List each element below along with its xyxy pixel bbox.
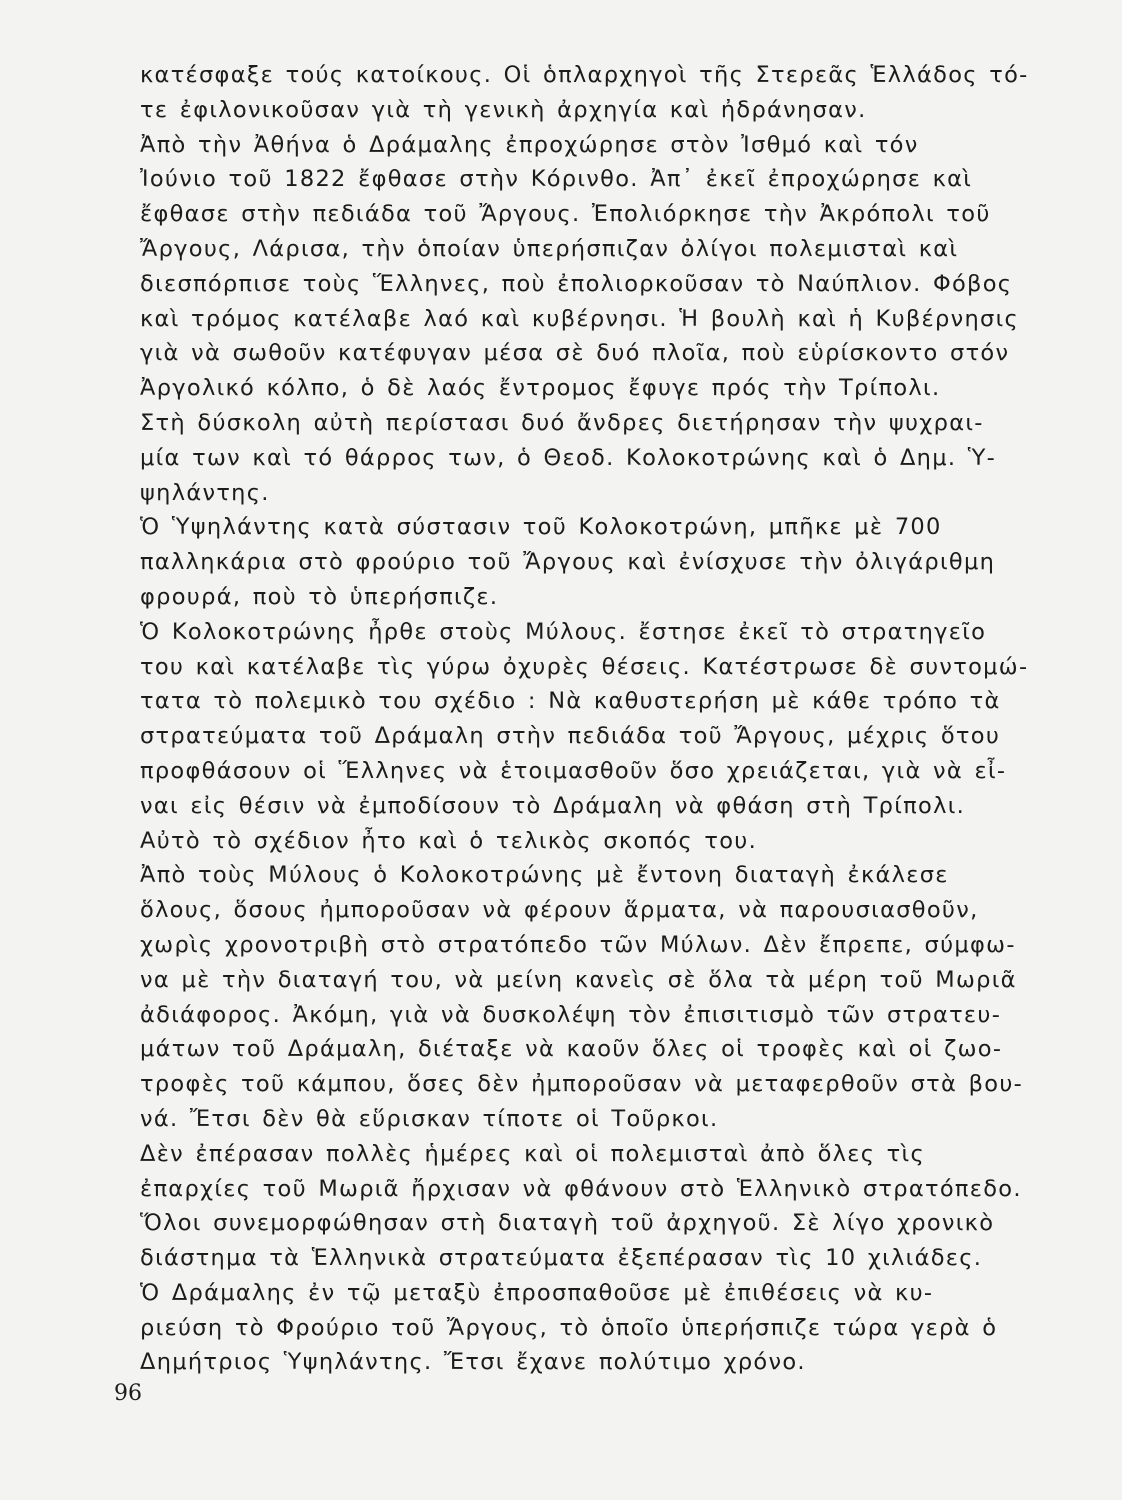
text-line: τε ἐφιλονικοῦσαν γιὰ τὴ γενικὴ ἀρχηγία καὶ ἠδράνησαν. <box>140 96 867 123</box>
text-line: Ἀπὸ τοὺς Μύλους ὁ Κολοκοτρώνης μὲ ἔντονη διαταγὴ ἐκάλεσε <box>140 862 949 889</box>
text-line: τροφὲς τοῦ κάμπου, ὅσες δὲν ἠμποροῦσαν νὰ μεταφερθοῦν στὰ βου- <box>140 1071 1024 1098</box>
text-line: του καὶ κατέλαβε τὶς γύρω ὀχυρὲς θέσεις. Κατέστρωσε δὲ συντομώ- <box>140 653 1029 680</box>
text-line: διάστημα τὰ Ἑλληνικὰ στρατεύματα ἐξεπέρασαν τὶς 10 χιλιάδες. <box>140 1245 983 1272</box>
text-line: Ὁ Ὑψηλάντης κατὰ σύστασιν τοῦ Κολοκοτρώνη, μπῆκε μὲ 700 <box>140 514 942 541</box>
text-line: τατα τὸ πολεμικὸ του σχέδιο : Νὰ καθυστερήση μὲ κάθε τρόπο τὰ <box>140 688 1001 715</box>
text-line: προφθάσουν οἱ Ἕλληνες νὰ ἑτοιμασθοῦν ὅσο χρειάζεται, γιὰ νὰ εἶ- <box>140 757 1007 784</box>
text-line: Δημήτριος Ὑψηλάντης. Ἔτσι ἔχανε πολύτιμο χρόνο. <box>140 1349 806 1376</box>
text-line: Ἀπὸ τὴν Ἀθήνα ὁ Δράμαλης ἐπροχώρησε στὸν Ἰσθμό καὶ τόν <box>140 131 919 158</box>
text-line: στρατεύματα τοῦ Δράμαλη στὴν πεδιάδα τοῦ Ἄργους, μέχρις ὅτου <box>140 723 1001 750</box>
text-line: Στὴ δύσκολη αὐτὴ περίστασι δυό ἄνδρες διετήρησαν τὴν ψυχραι- <box>140 409 984 436</box>
text-line: καὶ τρόμος κατέλαβε λαό καὶ κυβέρνησι. Ἡ βουλὴ καὶ ἡ Κυβέρνησις <box>140 305 1019 332</box>
text-line: ριεύση τὸ Φρούριο τοῦ Ἄργους, τὸ ὁποῖο ὑπερήσπιζε τώρα γερὰ ὁ <box>140 1314 998 1341</box>
body-text <box>140 58 1090 1380</box>
text-line: να μὲ τὴν διαταγή του, νὰ μείνη κανεὶς σὲ ὅλα τὰ μέρη τοῦ Μωριᾶ <box>140 966 1017 993</box>
text-line: Ὅλοι συνεμορφώθησαν στὴ διαταγὴ τοῦ ἀρχηγοῦ. Σὲ λίγο χρονικὸ <box>140 1210 995 1237</box>
text-line: χωρὶς χρονοτριβὴ στὸ στρατόπεδο τῶν Μύλων. Δὲν ἔπρεπε, σύμφω- <box>140 931 1016 958</box>
text-line: Ἀργολικό κόλπο, ὁ δὲ λαός ἔντρομος ἔφυγε πρός τὴν Τρίπολι. <box>140 375 941 402</box>
text-line: Ὁ Κολοκοτρώνης ἦρθε στοὺς Μύλους. ἔστησε ἐκεῖ τὸ στρατηγεῖο <box>140 618 987 645</box>
text-line: νά. Ἔτσι δὲν θὰ εὕρισκαν τίποτε οἱ Τοῦρκοι. <box>140 1105 719 1132</box>
text-line: φρουρά, ποὺ τὸ ὑπερήσπιζε. <box>140 583 499 610</box>
text-line: μάτων τοῦ Δράμαλη, διέταξε νὰ καοῦν ὅλες οἱ τροφὲς καὶ οἱ ζωο- <box>140 1036 1003 1063</box>
text-line: κατέσφαξε τούς κατοίκους. Οἱ ὁπλαρχηγοὶ τῆς Στερεᾶς Ἑλλάδος τό- <box>140 62 1029 88</box>
text-line: Αὐτὸ τὸ σχέδιον ἦτο καὶ ὁ τελικὸς σκοπός του. <box>140 827 758 854</box>
text-line: Ἰούνιο τοῦ 1822 ἔφθασε στὴν Κόρινθο. Ἀπ᾽ ἐκεῖ ἐπροχώρησε καὶ <box>140 166 973 193</box>
text-line: παλληκάρια στὸ φρούριο τοῦ Ἄργους καὶ ἐνίσχυσε τὴν ὀλιγάριθμη <box>140 549 996 576</box>
text-line: ἔφθασε στὴν πεδιάδα τοῦ Ἄργους. Ἐπολιόρκησε τὴν Ἀκρόπολι τοῦ <box>140 201 991 228</box>
text-line: μία των καὶ τό θάρρος των, ὁ Θεοδ. Κολοκοτρώνης καὶ ὁ Δημ. Ὑ- <box>140 444 997 471</box>
text-line: Ἄργους, Λάρισα, τὴν ὁποίαν ὑπερήσπιζαν ὀλίγοι πολεμισταὶ καὶ <box>140 235 959 262</box>
text-line: γιὰ νὰ σωθοῦν κατέφυγαν μέσα σὲ δυό πλοῖα, ποὺ εὑρίσκοντο στόν <box>140 340 1010 367</box>
page-number: 96 <box>114 1381 142 1406</box>
text-line: Δὲν ἐπέρασαν πολλὲς ἡμέρες καὶ οἱ πολεμισταὶ ἀπὸ ὅλες τὶς <box>140 1140 925 1167</box>
text-line: ἐπαρχίες τοῦ Μωριᾶ ἤρχισαν νὰ φθάνουν στὸ Ἑλληνικὸ στρατόπεδο. <box>140 1175 1022 1202</box>
text-line: ὅλους, ὅσους ἠμποροῦσαν νὰ φέρουν ἅρματα, νὰ παρουσιασθοῦν, <box>140 897 979 924</box>
text-line: Ὁ Δράμαλης ἐν τῷ μεταξὺ ἐπροσπαθοῦσε μὲ ἐπιθέσεις νὰ κυ- <box>140 1279 934 1306</box>
text-line: ψηλάντης. <box>140 479 270 506</box>
text-line: διεσπόρπισε τοὺς Ἕλληνες, ποὺ ἐπολιορκοῦσαν τὸ Ναύπλιον. Φόβος <box>140 270 1013 297</box>
text-line: ναι εἰς θέσιν νὰ ἐμποδίσουν τὸ Δράμαλη νὰ φθάση στὴ Τρίπολι. <box>140 792 966 819</box>
text-line: ἀδιάφορος. Ἀκόμη, γιὰ νὰ δυσκολέψη τὸν ἐπισιτισμὸ τῶν στρατευ- <box>140 1001 1002 1028</box>
